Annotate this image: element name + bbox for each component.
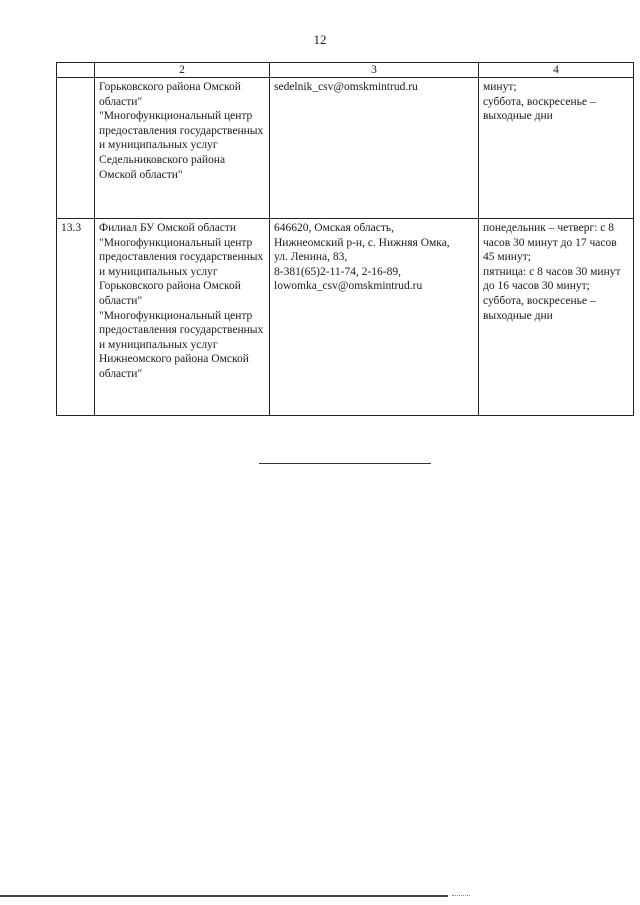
organization-name: Горьковского района Омской области" "Многофункциональный центр предоставления государственных и муниципальных услуг Седельниковского района Омской области" bbox=[95, 78, 270, 219]
header-col-3: 3 bbox=[270, 63, 479, 78]
end-separator-line bbox=[259, 463, 431, 464]
header-col-1 bbox=[57, 63, 95, 78]
scan-bottom-edge bbox=[0, 895, 448, 897]
row-number bbox=[57, 78, 95, 219]
header-col-4: 4 bbox=[479, 63, 634, 78]
organization-name: Филиал БУ Омской области "Многофункциональный центр предоставления государственных и муниципальных услуг Горьковского района Омской области" "Многофункциональный центр предоставления государственных и муниципальных услуг Нижнеомского района Омской области" bbox=[95, 219, 270, 416]
working-hours: минут; суббота, воскресенье – выходные дни bbox=[479, 78, 634, 219]
table-header-row bbox=[57, 63, 634, 78]
contact-info: sedelnik_csv@omskmintrud.ru bbox=[270, 78, 479, 219]
table-row bbox=[57, 78, 634, 219]
row-number: 13.3 bbox=[57, 219, 95, 416]
working-hours: понедельник – четверг: с 8 часов 30 минут до 17 часов 45 минут; пятница: с 8 часов 30 минут до 16 часов 30 минут; суббота, воскресенье – выходные дни bbox=[479, 219, 634, 416]
contact-info: 646620, Омская область, Нижнеомский р-н, с. Нижняя Омка, ул. Ленина, 83, 8-381(65)2-11-74, 2-16-89, lowomka_csv@omskmintrud.ru bbox=[270, 219, 479, 416]
table-row bbox=[57, 219, 634, 416]
page-number: 12 bbox=[313, 32, 327, 47]
services-table bbox=[56, 62, 634, 416]
scan-bottom-dots bbox=[452, 895, 470, 896]
header-col-2: 2 bbox=[95, 63, 270, 78]
